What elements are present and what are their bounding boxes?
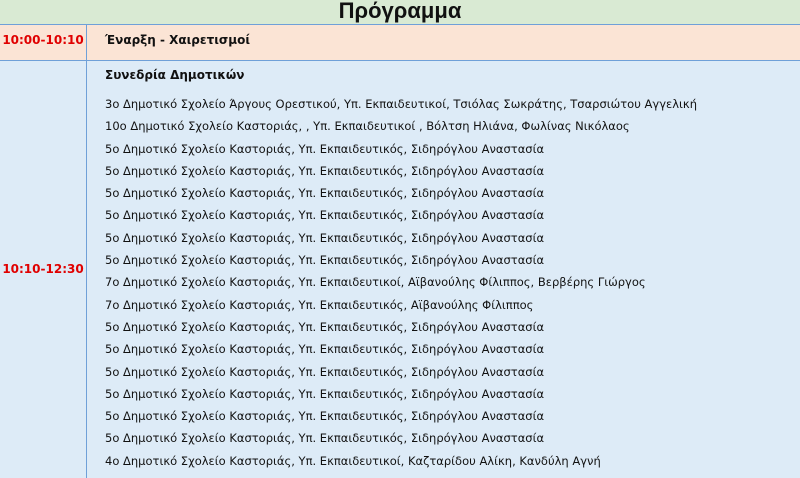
list-item: 7ο Δημοτικό Σχολείο Καστοριάς, Υπ. Εκπαιδευτικός, Αϊβανούλης Φίλιππος bbox=[105, 297, 534, 312]
session-entries-list bbox=[105, 93, 697, 472]
list-item: 10ο Δημοτικό Σχολείο Καστοριάς, , Υπ. Εκπαιδευτικοί , Βόλτση Ηλιάνα, Φωλίνας Νικόλαος bbox=[105, 119, 630, 134]
page-title: Πρόγραμμα bbox=[338, 0, 462, 23]
time-slot-session: 10:10-12:30 bbox=[2, 262, 84, 276]
list-item: 5ο Δημοτικό Σχολείο Καστοριάς, Υπ. Εκπαιδευτικός, Σιδηρόγλου Αναστασία bbox=[105, 386, 545, 401]
time-slot-opening: 10:00-10:10 bbox=[2, 33, 84, 47]
list-item: 5ο Δημοτικό Σχολείο Καστοριάς, Υπ. Εκπαιδευτικός, Σιδηρόγλου Αναστασία bbox=[105, 208, 545, 223]
grid-line-top bbox=[0, 24, 800, 25]
list-item: 5ο Δημοτικό Σχολείο Καστοριάς, Υπ. Εκπαιδευτικός, Σιδηρόγλου Αναστασία bbox=[105, 364, 545, 379]
list-item: 5ο Δημοτικό Σχολείο Καστοριάς, Υπ. Εκπαιδευτικός, Σιδηρόγλου Αναστασία bbox=[105, 431, 545, 446]
list-item: 5ο Δημοτικό Σχολείο Καστοριάς, Υπ. Εκπαιδευτικός, Σιδηρόγλου Αναστασία bbox=[105, 141, 545, 156]
list-item: 7ο Δημοτικό Σχολείο Καστοριάς, Υπ. Εκπαιδευτικοί, Αϊβανούλης Φίλιππος, Βερβέρης Γιώργος bbox=[105, 275, 646, 290]
list-item: 5ο Δημοτικό Σχολείο Καστοριάς, Υπ. Εκπαιδευτικός, Σιδηρόγλου Αναστασία bbox=[105, 342, 545, 357]
title-bar bbox=[0, 0, 800, 24]
opening-label: Έναρξη - Χαιρετισμοί bbox=[105, 33, 250, 47]
list-item: 5ο Δημοτικό Σχολείο Καστοριάς, Υπ. Εκπαιδευτικός, Σιδηρόγλου Αναστασία bbox=[105, 230, 545, 245]
list-item: 5ο Δημοτικό Σχολείο Καστοριάς, Υπ. Εκπαιδευτικός, Σιδηρόγλου Αναστασία bbox=[105, 186, 545, 201]
grid-line-column bbox=[86, 24, 87, 478]
grid-line-middle bbox=[0, 60, 800, 61]
list-item: 5ο Δημοτικό Σχολείο Καστοριάς, Υπ. Εκπαιδευτικός, Σιδηρόγλου Αναστασία bbox=[105, 319, 545, 334]
list-item: 3ο Δημοτικό Σχολείο Άργους Ορεστικού, Υπ. Εκπαιδευτικοί, Τσιόλας Σωκράτης, Τσαρσιώτου Αγγελική bbox=[105, 97, 697, 111]
list-item: 5ο Δημοτικό Σχολείο Καστοριάς, Υπ. Εκπαιδευτικός, Σιδηρόγλου Αναστασία bbox=[105, 409, 545, 424]
list-item: 5ο Δημοτικό Σχολείο Καστοριάς, Υπ. Εκπαιδευτικός, Σιδηρόγλου Αναστασία bbox=[105, 163, 545, 178]
session-title: Συνεδρία Δημοτικών bbox=[105, 68, 245, 82]
list-item: 5ο Δημοτικό Σχολείο Καστοριάς, Υπ. Εκπαιδευτικός, Σιδηρόγλου Αναστασία bbox=[105, 253, 545, 268]
list-item: 4ο Δημοτικό Σχολείο Καστοριάς, Υπ. Εκπαιδευτικοί, Καζταρίδου Αλίκη, Κανδύλη Αγνή bbox=[105, 453, 601, 468]
